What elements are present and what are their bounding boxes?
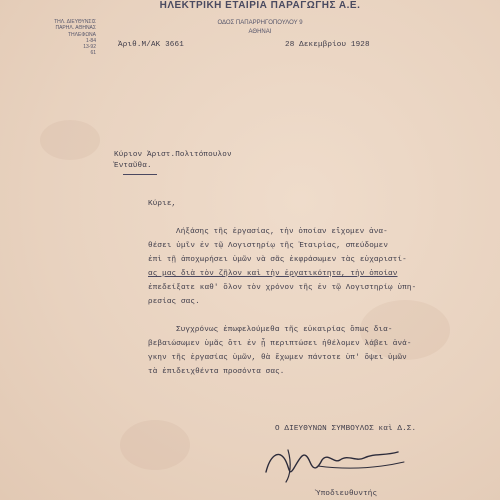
salutation: Κύριε, <box>148 200 177 208</box>
contact-block <box>38 19 96 57</box>
phone-number: 13-92 <box>83 44 96 51</box>
telegraphic-address: ΠΑΡΗΛ. ΑΘΗΝΑΣ <box>55 25 96 32</box>
reference-number: Ἀριθ.Μ/ΑΚ 3661 <box>118 41 184 49</box>
company-address <box>190 19 330 37</box>
handwritten-signature <box>258 438 408 486</box>
body-line: ρεσίας σας. <box>148 298 200 306</box>
phone-number: 61 <box>90 50 96 57</box>
body-line: ἐπεδείξατε καθ' ὅλον τὸν χρόνον τῆς ἐν τῷ Λογιστηρίῳ ὑπη- <box>148 284 417 292</box>
signatory-title: Ὑποδιευθυντής <box>316 490 378 498</box>
recipient-name: Κύριον Ἀριστ.Πολιτόπουλον <box>114 151 232 159</box>
body-line: ας μας διὰ τὸν ζῆλον καὶ τὴν ἐργατικότητα, τὴν ὁποίαν <box>148 270 398 278</box>
body-line: γκην τῆς ἐργασίας ὑμῶν, θὰ ἔχωμεν πάντοτε ὑπ' ὄψει ὑμῶν <box>148 354 407 362</box>
phone-label: ΤΗΛΕΦΩΝΑ <box>67 31 96 38</box>
city: ΑΘΗΝΑΙ <box>248 29 272 35</box>
signatory-line: Ο ΔΙΕΥΘΥΝΩΝ ΣΥΜΒΟΥΛΟΣ καὶ Δ.Σ. <box>275 425 417 433</box>
body-line: θέσει ὑμῖν ἐν τῷ Λογιστηρίῳ τῆς Ἑταιρίας, σπεύδομεν <box>148 242 389 250</box>
paper-stain <box>40 120 100 160</box>
recipient-location: Ἐνταῦθα. <box>114 162 152 170</box>
company-name: ΗΛΕΚΤΡΙΚΗ ΕΤΑΙΡΙΑ ΠΑΡΑΓΩΓΗΣ Α.Ε. <box>159 0 361 11</box>
body-line: Συγχρόνως ἐπωφελούμεθα τῆς εὐκαιρίας ὅπως δια- <box>176 326 393 334</box>
body-line: ἐπὶ τῇ ἀποχωρήσει ὑμῶν νὰ σᾶς ἐκφράσωμεν τὰς εὐχαριστί- <box>148 256 407 264</box>
recipient-underline <box>123 174 157 175</box>
letter-date: 28 Δεκεμβρίου 1928 <box>285 41 370 49</box>
telegraphic-label: ΤΗΛ. ΔΙΕΥΘΥΝΣΙΣ <box>54 19 96 25</box>
body-line: τὰ ἐπιδειχθέντα προσόντα σας. <box>148 368 285 376</box>
paper-stain <box>120 420 190 470</box>
phone-number: 1-84 <box>85 37 96 44</box>
body-line: Λήξάσης τῆς ἐργασίας, τὴν ὁποίαν εἴχομεν ἀνα- <box>176 228 388 236</box>
street: ΟΔΟΣ ΠΑΠΑΡΡΗΓΟΠΟΥΛΟΥ 9 <box>217 20 303 26</box>
body-line: βεβαιώσωμεν ὑμᾶς ὅτι ἐν ᾗ περιπτώσει ἠθέλομεν λάβει ἀνά- <box>148 340 412 348</box>
